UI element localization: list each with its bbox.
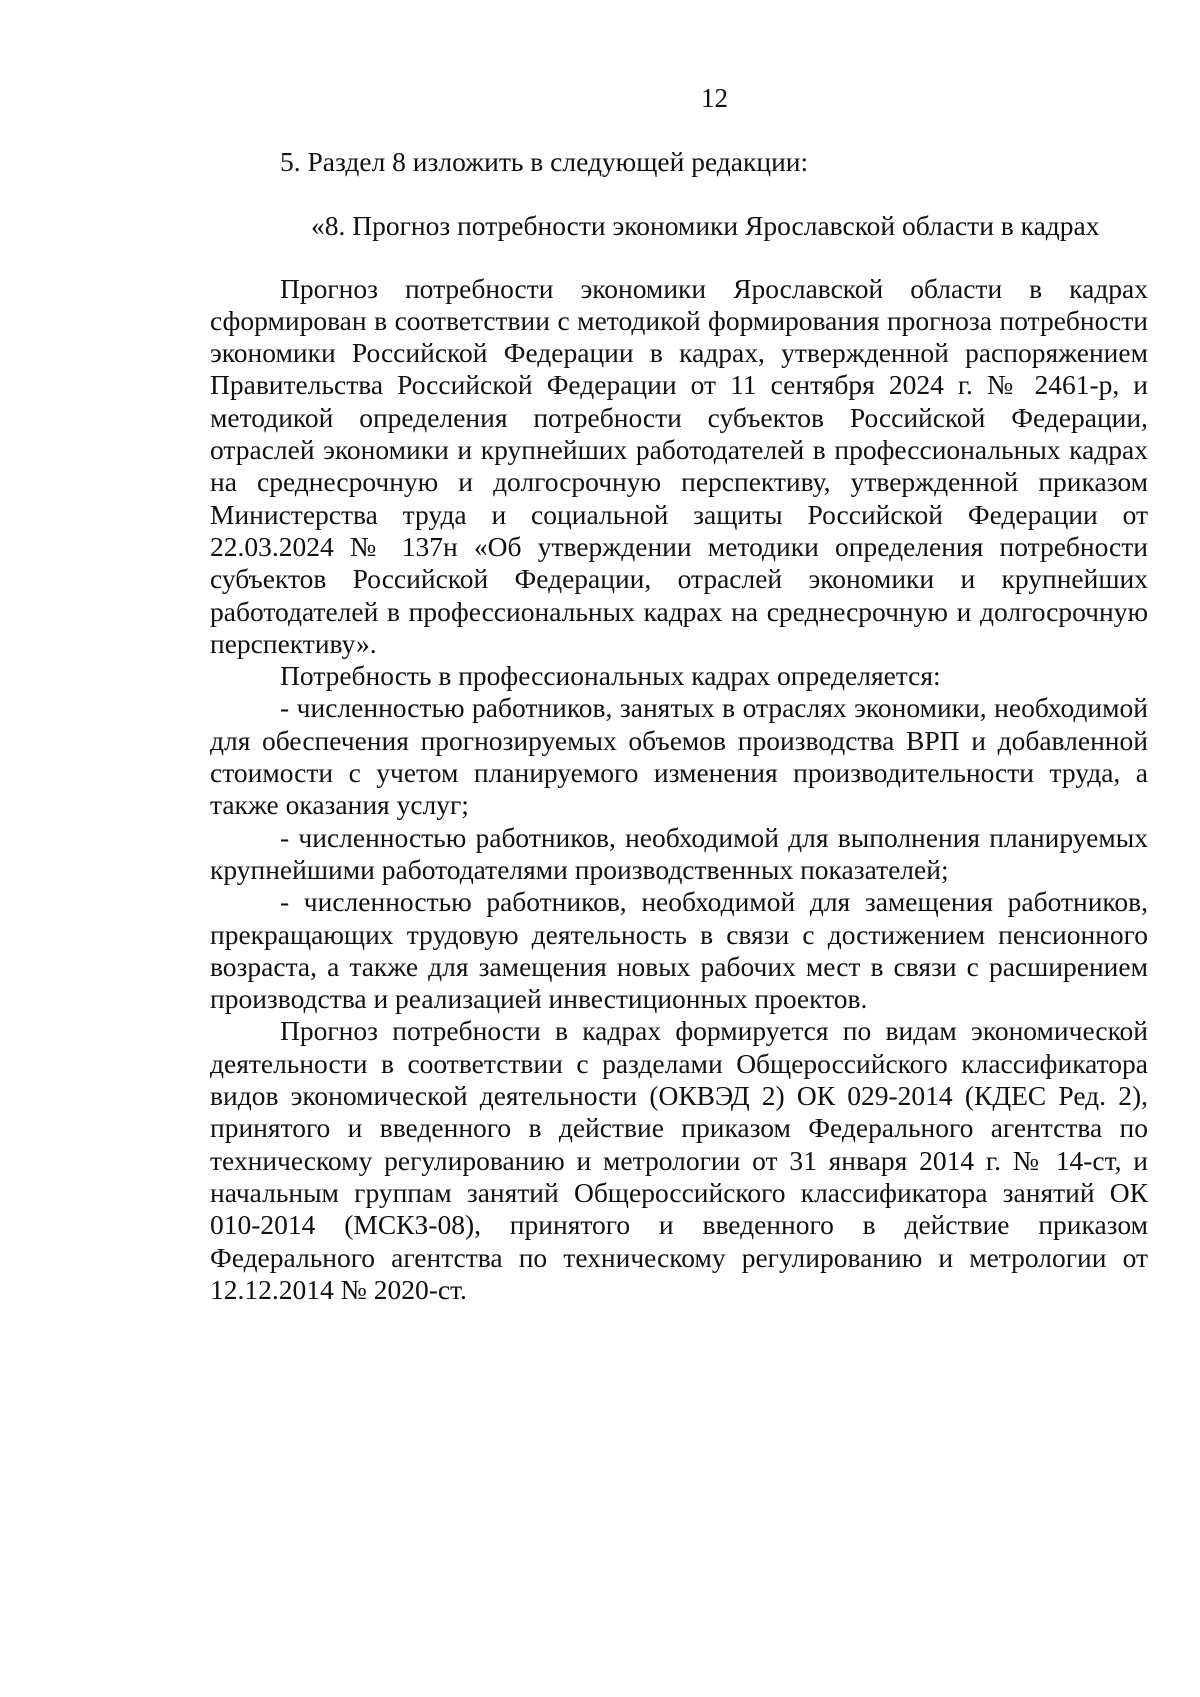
amendment-intro: 5. Раздел 8 изложить в следующей редакции: (280, 146, 809, 177)
list-item-replacement-workers: - численностью работников, необходимой для замещения работников, прекращающих трудовую деятельность в связи с достижением пенсионного возраста, а также для замещения новых рабочих мест в связи с расширением производства и реализацией инвестиционных проектов. (210, 886, 1148, 1015)
section-title: «8. Прогноз потребности экономики Ярославской области в кадрах (311, 210, 1100, 242)
page-number: 12 (701, 83, 728, 113)
paragraph-demand-definition: Потребность в профессиональных кадрах определяется: (280, 660, 941, 692)
list-item-industry-workers: - численностью работников, занятых в отраслях экономики, необходимой для обеспечения прогнозируемых объемов производства ВРП и добавленной стоимости с учетом планируемого изменения производительности труда, а также оказания услуг; (210, 692, 1148, 821)
list-item-major-employers: - численностью работников, необходимой для выполнения планируемых крупнейшими работодателями производственных показателей; (210, 821, 1148, 885)
document-body (210, 146, 1148, 1306)
paragraph-classifiers: Прогноз потребности в кадрах формируется по видам экономической деятельности в соответствии с разделами Общероссийского классификатора видов экономической деятельности (ОКВЭД 2) ОК 029-2014 (КДЕС Ред. 2), принятого и введенного в действие приказом Федерального агентства по техническому регулированию и метрологии от 31 января 2014 г. № 14-ст, и начальным группам занятий Общероссийского классификатора занятий ОК 010-2014 (МСКЗ-08), принятого и введенного в действие приказом Федерального агентства по техническому регулированию и метрологии от 12.12.2014 № 2020-ст. (210, 1015, 1148, 1305)
paragraph-forecast-basis: Прогноз потребности экономики Ярославской области в кадрах сформирован в соответствии с методикой формирования прогноза потребности экономики Российской Федерации в кадрах, утвержденной распоряжением Правительства Российской Федерации от 11 сентября 2024 г. № 2461-р, и методикой определения потребности субъектов Российской Федерации, отраслей экономики и крупнейших работодателей в профессиональных кадрах на среднесрочную и долгосрочную перспективу, утвержденной приказом Министерства труда и социальной защиты Российской Федерации от 22.03.2024 № 137н «Об утверждении методики определения потребности субъектов Российской Федерации, отраслей экономики и крупнейших работодателей в профессиональных кадрах на среднесрочную и долгосрочную перспективу». (210, 272, 1148, 659)
